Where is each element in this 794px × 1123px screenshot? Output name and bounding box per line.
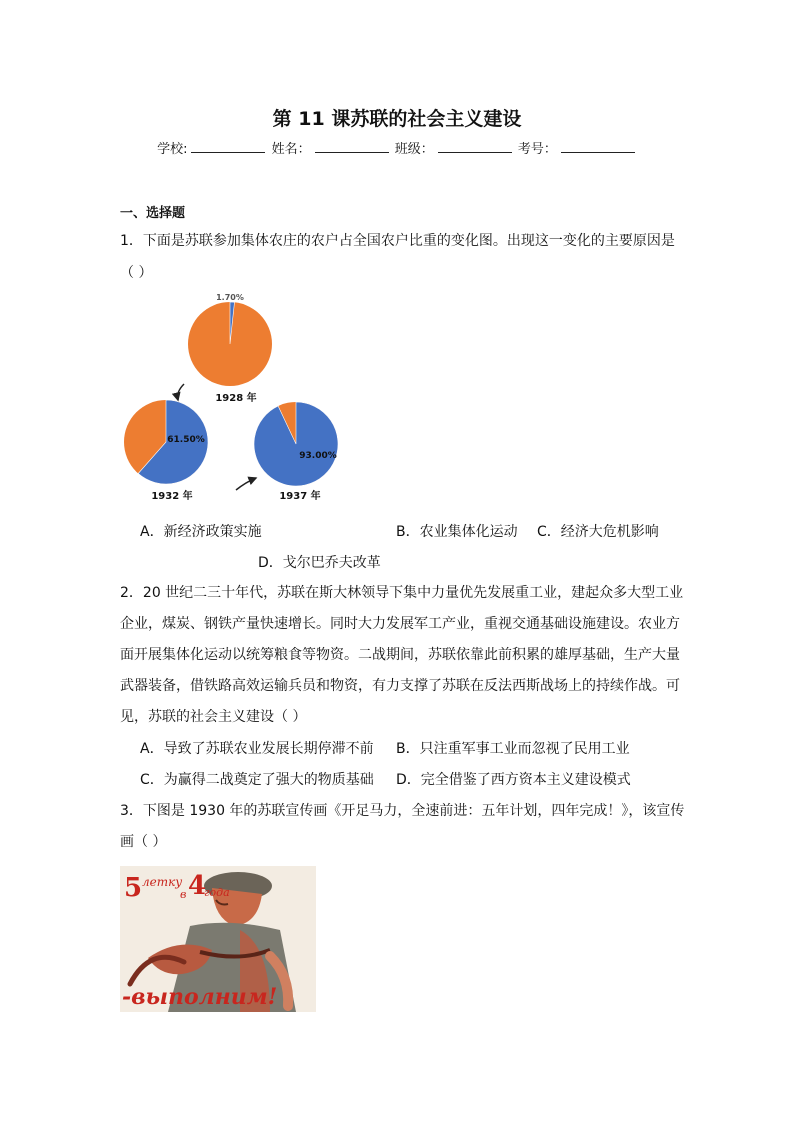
q2-stem-line-5: 见，苏联的社会主义建设（ ）	[120, 709, 307, 725]
pie-1928-value-label: 1.70%	[216, 293, 244, 302]
page-title: 第 11 课苏联的社会主义建设	[272, 108, 522, 130]
svg-text:5: 5	[124, 873, 143, 903]
class-blank[interactable]	[438, 140, 512, 153]
pie-1937-value-label: 93.00%	[299, 451, 337, 461]
arrow-1928-to-1932	[178, 384, 184, 400]
svg-text:в: в	[180, 888, 187, 901]
section-heading: 一、选择题	[120, 206, 186, 221]
pie-1937	[254, 402, 338, 486]
pie-1937-year-label: 1937 年	[279, 491, 321, 502]
class-label: 班级：	[394, 142, 434, 157]
school-blank[interactable]	[191, 140, 265, 153]
q3-stem-line-2: 画（ ）	[120, 834, 167, 850]
name-label: 姓名：	[271, 142, 311, 157]
q2-stem-line-2: 企业，煤炭、钢铁产量快速增长。同时大力发展军工产业，重视交通基础设施建设。农业方	[120, 616, 680, 632]
school-label: 学校:	[157, 142, 188, 157]
q2-stem-line-1: 2．20 世纪二三十年代，苏联在斯大林领导下集中力量优先发展重工业，建起众多大型工业	[120, 585, 684, 601]
collectivization-pie-charts	[118, 288, 348, 506]
q2-stem-line-3: 面开展集体化运动以统筹粮食等物资。二战期间，苏联依靠此前积累的雄厚基础，生产大量	[120, 647, 680, 663]
soviet-propaganda-poster	[120, 866, 316, 1012]
q2-option-d[interactable]: D．完全借鉴了西方资本主义建设模式	[396, 772, 631, 788]
name-blank[interactable]	[315, 140, 389, 153]
svg-text:лemку: лemку	[142, 875, 183, 889]
arrow-1932-to-1937	[236, 478, 256, 490]
exam-number-blank[interactable]	[561, 140, 635, 153]
svg-text:-выполним!: -выполним!	[122, 984, 278, 1010]
q1-stem-line-1: 1．下面是苏联参加集体农庄的农户占全国农户比重的变化图。出现这一变化的主要原因是	[120, 233, 675, 249]
q1-option-d[interactable]: D．戈尔巴乔夫改革	[258, 555, 381, 571]
pie-1932-year-label: 1932 年	[151, 491, 193, 502]
q1-stem-line-2: （ ）	[120, 265, 153, 281]
q3-stem-line-1: 3．下图是 1930 年的苏联宣传画《开足马力，全速前进：五年计划，四年完成！》，该宣传	[120, 803, 685, 819]
q2-option-a[interactable]: A．导致了苏联农业发展长期停滞不前	[140, 741, 374, 757]
q2-option-b[interactable]: B．只注重军事工业而忽视了民用工业	[396, 741, 630, 757]
pie-1932-value-label: 61.50%	[167, 435, 205, 445]
q2-option-c[interactable]: C．为赢得二战奠定了强大的物质基础	[140, 772, 374, 788]
exam-number-label: 考号：	[517, 142, 557, 157]
pie-slice-collective	[254, 402, 338, 486]
svg-text:года: года	[204, 886, 230, 899]
q1-option-a[interactable]: A．新经济政策实施	[140, 524, 262, 540]
q1-option-b[interactable]: B．农业集体化运动	[396, 524, 518, 540]
pie-1928	[188, 302, 272, 386]
q1-option-c[interactable]: C．经济大危机影响	[537, 524, 659, 540]
q2-stem-line-4: 武器装备，借铁路高效运输兵员和物资，有力支撑了苏联在反法西斯战场上的持续作战。可	[120, 678, 680, 694]
svg-text:4: 4	[188, 871, 207, 901]
pie-1928-year-label: 1928 年	[215, 393, 257, 404]
student-info-row	[0, 138, 794, 157]
